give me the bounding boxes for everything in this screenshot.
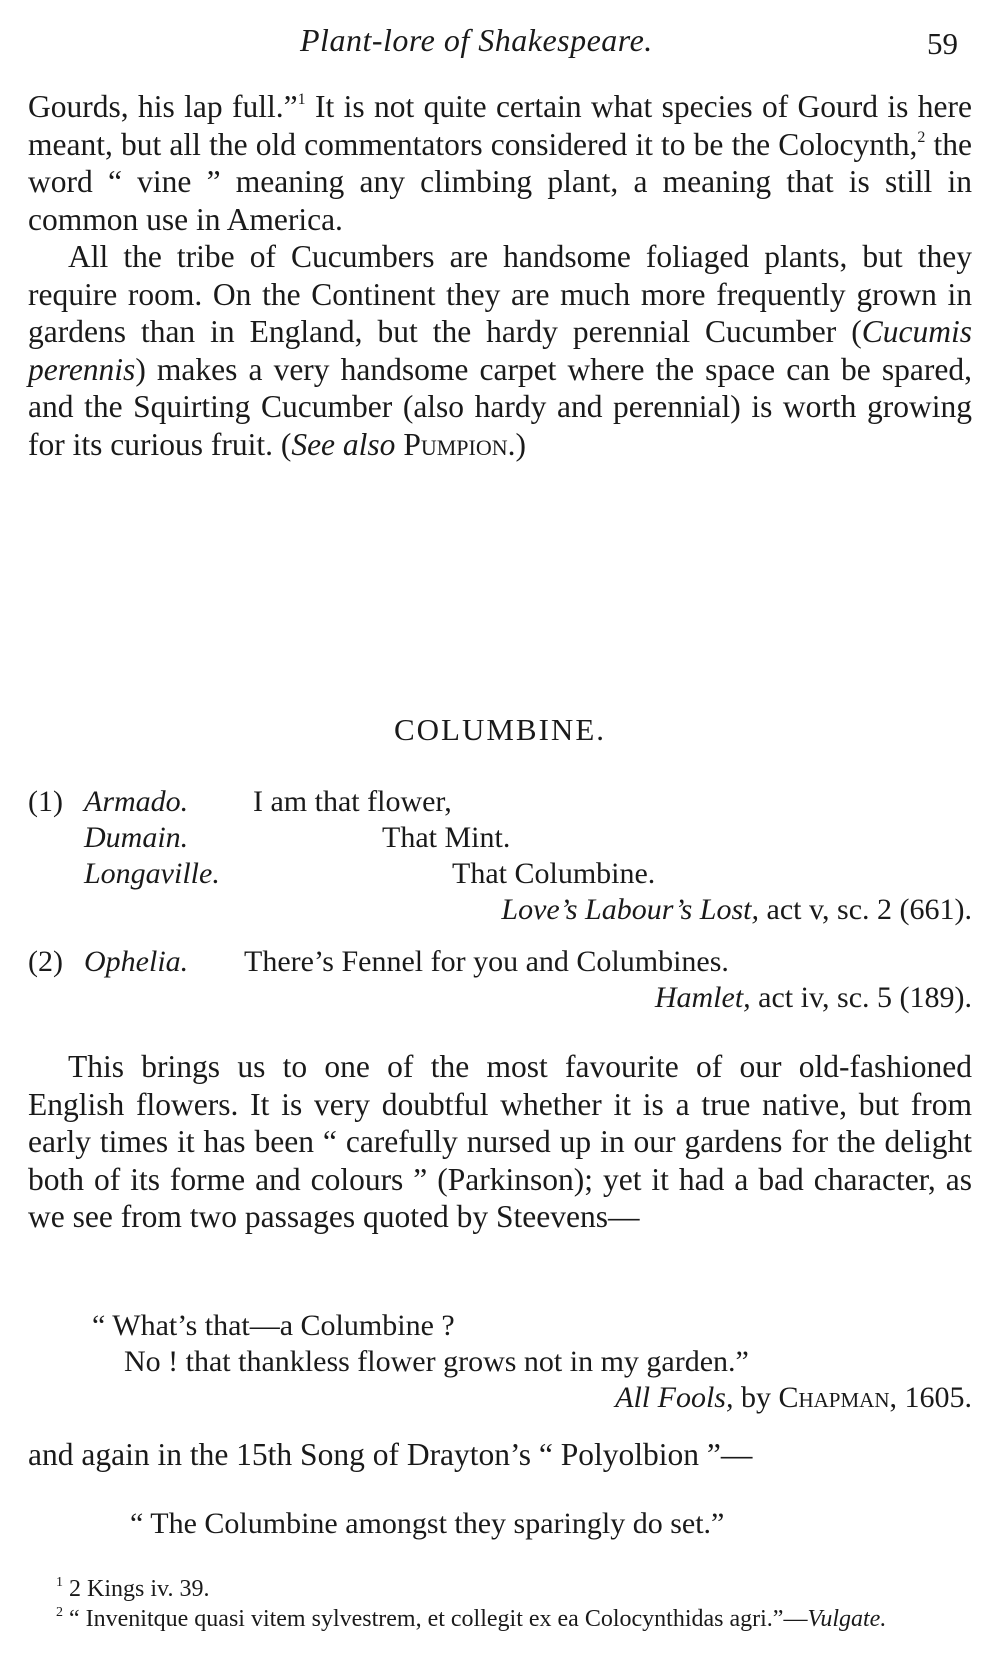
paragraph-drayton [28, 1436, 972, 1474]
paragraph-text: All the tribe of Cucumbers are handsome foliaged plants, but they require room. On the Continent they are much more frequently grown in gardens than in England, but the hardy perennial Cucumber ( [28, 239, 972, 349]
quote-number: (1) [28, 785, 63, 818]
quote-line: That Columbine. [452, 857, 656, 890]
footnote-1 [28, 1574, 972, 1604]
quote-line: There’s Fennel for you and Columbines. [244, 945, 729, 978]
quote-number: (2) [28, 945, 63, 978]
paragraph-text: It is not quite certain what species of Gourd is here meant, but all the old commentators considered it to be the Colocynth, [28, 89, 973, 162]
section-heading: COLUMBINE. [393, 712, 607, 747]
footnote-text: “ Invenitque quasi vitem sylvestrem, et collegit ex ea Colocynthidas agri.”— [63, 1606, 808, 1632]
footnote-source: Vulgate. [807, 1606, 887, 1632]
paragraph-text: and again in the 15th Song of Drayton’s “ Polyolbion ”— [28, 1437, 753, 1472]
quote-line: That Mint. [382, 821, 511, 854]
quote-line: No ! that thankless flower grows not in my garden.” [124, 1345, 749, 1378]
citation-by: by [733, 1381, 779, 1414]
footnote-2 [28, 1604, 972, 1634]
paragraph-text: ) makes a very handsome carpet where the space can be spared, and the Squirting Cucumber (also hardy and perennial) is worth growing for its curious fruit. ( [28, 351, 972, 462]
paragraph-columbine [28, 1048, 972, 1236]
quote-citation [655, 980, 972, 1016]
page-number: 59 [927, 26, 958, 61]
citation-location: act iv, sc. 5 (189). [750, 981, 972, 1014]
running-title: Plant-lore of Shakespeare. [300, 22, 653, 58]
paragraph-cucumbers [28, 238, 972, 463]
species-name: Cucumis perennis [28, 314, 972, 387]
speaker-name: Ophelia. [84, 945, 189, 978]
citation-author: Chapman [778, 1381, 890, 1414]
footnote-marker: 2 [56, 1605, 63, 1620]
paragraph-text: .) [507, 426, 526, 462]
citation-work: All Fools, [615, 1381, 734, 1414]
quote-line: I am that flower, [253, 785, 452, 818]
citation-work: Love’s Labour’s Lost, [501, 893, 759, 926]
footnote-marker: 1 [56, 1575, 63, 1590]
cross-reference-link[interactable]: Pumpion [403, 426, 508, 462]
citation-work: Hamlet, [654, 981, 751, 1014]
footnote-ref-1[interactable]: 1 [297, 91, 306, 108]
paragraph-gourds [28, 88, 972, 463]
speaker-name: Longaville. [84, 857, 220, 890]
quote-citation [501, 892, 972, 928]
paragraph-text: Gourds, his lap full.” [28, 89, 298, 124]
quote-citation [615, 1380, 972, 1416]
footnote-text: 2 Kings iv. 39. [63, 1576, 210, 1602]
see-also-label: See also [291, 426, 396, 462]
speaker-name: Armado. [84, 785, 189, 818]
quote-line: “ What’s that—a Columbine ? [92, 1309, 455, 1342]
citation-year: , 1605. [889, 1381, 972, 1414]
speaker-name: Dumain. [84, 821, 189, 854]
paragraph-text: the word “ vine ” meaning any climbing plant, a meaning that is still in common use in America. [28, 126, 973, 237]
citation-location: act v, sc. 2 (661). [759, 893, 972, 926]
quote-line: “ The Columbine amongst they sparingly do set.” [130, 1507, 725, 1540]
running-head [0, 22, 1000, 66]
paragraph-text: This brings us to one of the most favourite of our old-fashioned English flowers. It is very doubtful whether it is a true native, but from early times it has been “ carefully nursed up in our gardens for the delight both of its forme and colours ” (Parkinson); yet it had a bad character, as we see from two passages quoted by Steevens— [28, 1049, 972, 1234]
footnote-ref-2[interactable]: 2 [917, 128, 926, 146]
